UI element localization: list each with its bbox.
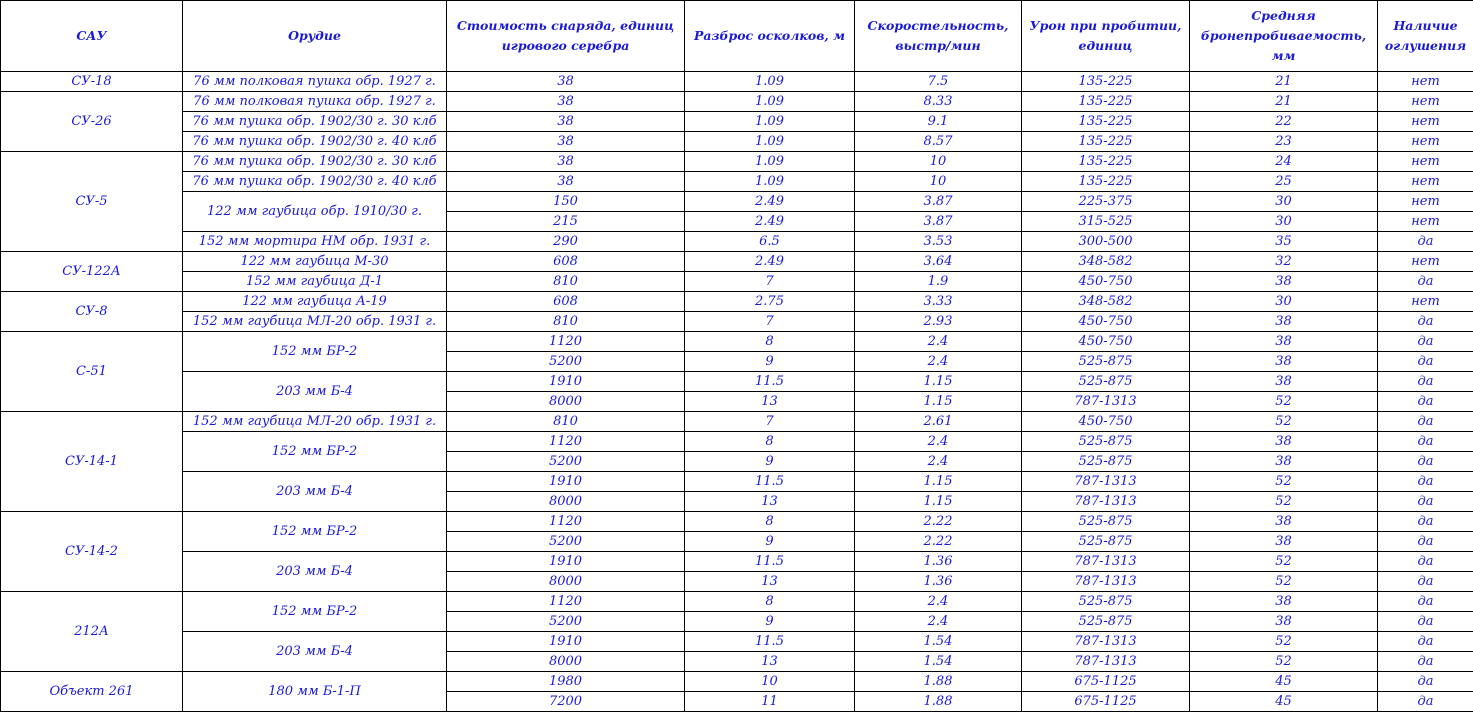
stun-cell: нет <box>1378 192 1473 212</box>
damage-cell: 225-375 <box>1022 192 1190 212</box>
stun-cell: да <box>1378 492 1473 512</box>
damage-cell: 675-1125 <box>1022 692 1190 712</box>
header-gun: Орудие <box>183 1 447 72</box>
shell-cost-cell: 215 <box>447 212 685 232</box>
stun-cell: нет <box>1378 72 1473 92</box>
penetration-cell: 23 <box>1190 132 1378 152</box>
gun-name-cell: 76 мм полковая пушка обр. 1927 г. <box>183 72 447 92</box>
rate-of-fire-cell: 2.22 <box>855 532 1022 552</box>
damage-cell: 787-1313 <box>1022 492 1190 512</box>
stun-cell: да <box>1378 272 1473 292</box>
gun-name-cell: 203 мм Б-4 <box>183 552 447 592</box>
shell-cost-cell: 1910 <box>447 632 685 652</box>
shell-cost-cell: 38 <box>447 172 685 192</box>
rate-of-fire-cell: 3.33 <box>855 292 1022 312</box>
damage-cell: 787-1313 <box>1022 572 1190 592</box>
splash-radius-cell: 11.5 <box>685 632 855 652</box>
rate-of-fire-cell: 3.64 <box>855 252 1022 272</box>
penetration-cell: 52 <box>1190 552 1378 572</box>
stun-cell: нет <box>1378 132 1473 152</box>
gun-name-cell: 203 мм Б-4 <box>183 472 447 512</box>
table-row <box>1 592 1473 612</box>
shell-cost-cell: 8000 <box>447 652 685 672</box>
stun-cell: да <box>1378 232 1473 252</box>
damage-cell: 787-1313 <box>1022 392 1190 412</box>
damage-cell: 525-875 <box>1022 592 1190 612</box>
table-row <box>1 172 1473 192</box>
stun-cell: да <box>1378 612 1473 632</box>
rate-of-fire-cell: 1.15 <box>855 472 1022 492</box>
rate-of-fire-cell: 8.57 <box>855 132 1022 152</box>
splash-radius-cell: 7 <box>685 312 855 332</box>
table-row <box>1 272 1473 292</box>
header-splash-radius: Разброс осколков, м <box>685 1 855 72</box>
penetration-cell: 38 <box>1190 532 1378 552</box>
splash-radius-cell: 1.09 <box>685 152 855 172</box>
stun-cell: да <box>1378 432 1473 452</box>
penetration-cell: 52 <box>1190 392 1378 412</box>
splash-radius-cell: 13 <box>685 652 855 672</box>
splash-radius-cell: 9 <box>685 612 855 632</box>
penetration-cell: 52 <box>1190 412 1378 432</box>
damage-cell: 450-750 <box>1022 312 1190 332</box>
table-row <box>1 632 1473 652</box>
sau-name-cell: Объект 261 <box>1 672 183 712</box>
penetration-cell: 38 <box>1190 452 1378 472</box>
gun-name-cell: 152 мм БР-2 <box>183 592 447 632</box>
shell-cost-cell: 608 <box>447 292 685 312</box>
shell-cost-cell: 7200 <box>447 692 685 712</box>
sau-name-cell: СУ-14-1 <box>1 412 183 512</box>
shell-cost-cell: 38 <box>447 112 685 132</box>
gun-name-cell: 76 мм полковая пушка обр. 1927 г. <box>183 92 447 112</box>
splash-radius-cell: 1.09 <box>685 112 855 132</box>
stun-cell: нет <box>1378 212 1473 232</box>
rate-of-fire-cell: 10 <box>855 172 1022 192</box>
header-rate-of-fire: Скоростельность, выстр/мин <box>855 1 1022 72</box>
gun-name-cell: 76 мм пушка обр. 1902/30 г. 30 клб <box>183 112 447 132</box>
penetration-cell: 30 <box>1190 212 1378 232</box>
stun-cell: да <box>1378 372 1473 392</box>
splash-radius-cell: 2.49 <box>685 192 855 212</box>
damage-cell: 135-225 <box>1022 132 1190 152</box>
damage-cell: 525-875 <box>1022 432 1190 452</box>
damage-cell: 525-875 <box>1022 612 1190 632</box>
gun-name-cell: 152 мм гаубица Д-1 <box>183 272 447 292</box>
splash-radius-cell: 6.5 <box>685 232 855 252</box>
table-row <box>1 332 1473 352</box>
splash-radius-cell: 8 <box>685 592 855 612</box>
penetration-cell: 21 <box>1190 72 1378 92</box>
damage-cell: 525-875 <box>1022 532 1190 552</box>
gun-name-cell: 76 мм пушка обр. 1902/30 г. 40 клб <box>183 132 447 152</box>
damage-cell: 135-225 <box>1022 92 1190 112</box>
penetration-cell: 38 <box>1190 432 1378 452</box>
gun-name-cell: 152 мм мортира НМ обр. 1931 г. <box>183 232 447 252</box>
shell-cost-cell: 810 <box>447 312 685 332</box>
stun-cell: да <box>1378 312 1473 332</box>
splash-radius-cell: 8 <box>685 332 855 352</box>
table-row <box>1 472 1473 492</box>
penetration-cell: 38 <box>1190 332 1378 352</box>
penetration-cell: 38 <box>1190 592 1378 612</box>
penetration-cell: 52 <box>1190 472 1378 492</box>
splash-radius-cell: 2.75 <box>685 292 855 312</box>
damage-cell: 675-1125 <box>1022 672 1190 692</box>
splash-radius-cell: 1.09 <box>685 72 855 92</box>
splash-radius-cell: 7 <box>685 272 855 292</box>
shell-cost-cell: 8000 <box>447 392 685 412</box>
sau-name-cell: СУ-26 <box>1 92 183 152</box>
rate-of-fire-cell: 2.4 <box>855 352 1022 372</box>
gun-name-cell: 203 мм Б-4 <box>183 632 447 672</box>
rate-of-fire-cell: 2.22 <box>855 512 1022 532</box>
stun-cell: да <box>1378 472 1473 492</box>
rate-of-fire-cell: 1.15 <box>855 492 1022 512</box>
stun-cell: да <box>1378 532 1473 552</box>
table-row <box>1 92 1473 112</box>
rate-of-fire-cell: 3.87 <box>855 212 1022 232</box>
shell-cost-cell: 1120 <box>447 332 685 352</box>
shell-cost-cell: 810 <box>447 272 685 292</box>
gun-name-cell: 122 мм гаубица М-30 <box>183 252 447 272</box>
shell-cost-cell: 150 <box>447 192 685 212</box>
gun-name-cell: 76 мм пушка обр. 1902/30 г. 40 клб <box>183 172 447 192</box>
rate-of-fire-cell: 1.54 <box>855 652 1022 672</box>
splash-radius-cell: 11.5 <box>685 372 855 392</box>
rate-of-fire-cell: 2.4 <box>855 332 1022 352</box>
rate-of-fire-cell: 2.4 <box>855 612 1022 632</box>
damage-cell: 315-525 <box>1022 212 1190 232</box>
table-row <box>1 192 1473 212</box>
splash-radius-cell: 9 <box>685 352 855 372</box>
header-damage: Урон при пробитии, единиц <box>1022 1 1190 72</box>
splash-radius-cell: 11.5 <box>685 472 855 492</box>
splash-radius-cell: 11 <box>685 692 855 712</box>
stun-cell: да <box>1378 452 1473 472</box>
table-row <box>1 432 1473 452</box>
stun-cell: да <box>1378 412 1473 432</box>
table-body <box>1 72 1473 712</box>
penetration-cell: 52 <box>1190 572 1378 592</box>
penetration-cell: 38 <box>1190 612 1378 632</box>
shell-cost-cell: 38 <box>447 72 685 92</box>
gun-name-cell: 122 мм гаубица обр. 1910/30 г. <box>183 192 447 232</box>
table-row <box>1 512 1473 532</box>
rate-of-fire-cell: 10 <box>855 152 1022 172</box>
table-row <box>1 72 1473 92</box>
penetration-cell: 25 <box>1190 172 1378 192</box>
table-row <box>1 672 1473 692</box>
splash-radius-cell: 11.5 <box>685 552 855 572</box>
rate-of-fire-cell: 1.9 <box>855 272 1022 292</box>
stun-cell: да <box>1378 572 1473 592</box>
sau-name-cell: 212А <box>1 592 183 672</box>
damage-cell: 300-500 <box>1022 232 1190 252</box>
shell-cost-cell: 38 <box>447 132 685 152</box>
table-row <box>1 252 1473 272</box>
penetration-cell: 38 <box>1190 272 1378 292</box>
shell-cost-cell: 5200 <box>447 532 685 552</box>
splash-radius-cell: 9 <box>685 452 855 472</box>
shell-cost-cell: 5200 <box>447 612 685 632</box>
rate-of-fire-cell: 2.61 <box>855 412 1022 432</box>
penetration-cell: 52 <box>1190 652 1378 672</box>
sau-name-cell: СУ-18 <box>1 72 183 92</box>
damage-cell: 135-225 <box>1022 152 1190 172</box>
sau-name-cell: СУ-5 <box>1 152 183 252</box>
stun-cell: нет <box>1378 152 1473 172</box>
shell-cost-cell: 810 <box>447 412 685 432</box>
rate-of-fire-cell: 1.36 <box>855 572 1022 592</box>
damage-cell: 450-750 <box>1022 272 1190 292</box>
penetration-cell: 30 <box>1190 192 1378 212</box>
damage-cell: 525-875 <box>1022 372 1190 392</box>
shell-cost-cell: 1120 <box>447 512 685 532</box>
shell-cost-cell: 8000 <box>447 492 685 512</box>
damage-cell: 787-1313 <box>1022 472 1190 492</box>
splash-radius-cell: 2.49 <box>685 252 855 272</box>
stun-cell: да <box>1378 632 1473 652</box>
rate-of-fire-cell: 2.93 <box>855 312 1022 332</box>
penetration-cell: 45 <box>1190 692 1378 712</box>
stun-cell: да <box>1378 352 1473 372</box>
damage-cell: 525-875 <box>1022 352 1190 372</box>
damage-cell: 787-1313 <box>1022 632 1190 652</box>
sau-name-cell: СУ-122А <box>1 252 183 292</box>
shell-cost-cell: 1120 <box>447 432 685 452</box>
splash-radius-cell: 13 <box>685 572 855 592</box>
header-shell-cost: Стоимость снаряда, единиц игрового серебра <box>447 1 685 72</box>
header-penetration: Средняя бронепробиваемость, мм <box>1190 1 1378 72</box>
splash-radius-cell: 9 <box>685 532 855 552</box>
rate-of-fire-cell: 8.33 <box>855 92 1022 112</box>
sau-name-cell: СУ-14-2 <box>1 512 183 592</box>
gun-name-cell: 152 мм БР-2 <box>183 432 447 472</box>
splash-radius-cell: 7 <box>685 412 855 432</box>
gun-name-cell: 203 мм Б-4 <box>183 372 447 412</box>
table-row <box>1 552 1473 572</box>
sau-name-cell: СУ-8 <box>1 292 183 332</box>
stun-cell: нет <box>1378 92 1473 112</box>
penetration-cell: 24 <box>1190 152 1378 172</box>
splash-radius-cell: 1.09 <box>685 172 855 192</box>
splash-radius-cell: 1.09 <box>685 92 855 112</box>
table-row <box>1 412 1473 432</box>
gun-name-cell: 152 мм гаубица МЛ-20 обр. 1931 г. <box>183 312 447 332</box>
shell-cost-cell: 5200 <box>447 352 685 372</box>
damage-cell: 135-225 <box>1022 112 1190 132</box>
header-stun: Наличие оглушения <box>1378 1 1473 72</box>
table-row <box>1 312 1473 332</box>
shell-cost-cell: 1980 <box>447 672 685 692</box>
rate-of-fire-cell: 1.15 <box>855 372 1022 392</box>
rate-of-fire-cell: 1.54 <box>855 632 1022 652</box>
shell-cost-cell: 290 <box>447 232 685 252</box>
penetration-cell: 21 <box>1190 92 1378 112</box>
penetration-cell: 30 <box>1190 292 1378 312</box>
sau-name-cell: С-51 <box>1 332 183 412</box>
stun-cell: да <box>1378 512 1473 532</box>
damage-cell: 450-750 <box>1022 332 1190 352</box>
rate-of-fire-cell: 1.88 <box>855 692 1022 712</box>
damage-cell: 348-582 <box>1022 292 1190 312</box>
penetration-cell: 38 <box>1190 372 1378 392</box>
rate-of-fire-cell: 1.15 <box>855 392 1022 412</box>
table-row <box>1 372 1473 392</box>
penetration-cell: 45 <box>1190 672 1378 692</box>
stun-cell: нет <box>1378 292 1473 312</box>
table-row <box>1 232 1473 252</box>
shell-cost-cell: 1120 <box>447 592 685 612</box>
header-row <box>1 1 1473 72</box>
shell-cost-cell: 5200 <box>447 452 685 472</box>
penetration-cell: 32 <box>1190 252 1378 272</box>
rate-of-fire-cell: 2.4 <box>855 432 1022 452</box>
penetration-cell: 38 <box>1190 512 1378 532</box>
penetration-cell: 38 <box>1190 312 1378 332</box>
splash-radius-cell: 8 <box>685 512 855 532</box>
table-row <box>1 132 1473 152</box>
shell-cost-cell: 608 <box>447 252 685 272</box>
stun-cell: нет <box>1378 252 1473 272</box>
penetration-cell: 22 <box>1190 112 1378 132</box>
shell-cost-cell: 38 <box>447 92 685 112</box>
stun-cell: да <box>1378 652 1473 672</box>
splash-radius-cell: 8 <box>685 432 855 452</box>
rate-of-fire-cell: 9.1 <box>855 112 1022 132</box>
rate-of-fire-cell: 2.4 <box>855 592 1022 612</box>
table-row <box>1 112 1473 132</box>
rate-of-fire-cell: 3.87 <box>855 192 1022 212</box>
damage-cell: 787-1313 <box>1022 552 1190 572</box>
stun-cell: да <box>1378 672 1473 692</box>
splash-radius-cell: 2.49 <box>685 212 855 232</box>
rate-of-fire-cell: 1.36 <box>855 552 1022 572</box>
splash-radius-cell: 10 <box>685 672 855 692</box>
rate-of-fire-cell: 1.88 <box>855 672 1022 692</box>
shell-cost-cell: 1910 <box>447 552 685 572</box>
damage-cell: 348-582 <box>1022 252 1190 272</box>
header-sau: САУ <box>1 1 183 72</box>
stun-cell: да <box>1378 332 1473 352</box>
splash-radius-cell: 13 <box>685 392 855 412</box>
splash-radius-cell: 1.09 <box>685 132 855 152</box>
gun-name-cell: 180 мм Б-1-П <box>183 672 447 712</box>
damage-cell: 525-875 <box>1022 452 1190 472</box>
rate-of-fire-cell: 7.5 <box>855 72 1022 92</box>
rate-of-fire-cell: 2.4 <box>855 452 1022 472</box>
shell-cost-cell: 8000 <box>447 572 685 592</box>
shell-cost-cell: 38 <box>447 152 685 172</box>
table-row <box>1 152 1473 172</box>
gun-name-cell: 152 мм БР-2 <box>183 512 447 552</box>
gun-name-cell: 152 мм БР-2 <box>183 332 447 372</box>
shell-cost-cell: 1910 <box>447 372 685 392</box>
damage-cell: 525-875 <box>1022 512 1190 532</box>
table-header <box>1 1 1473 72</box>
penetration-cell: 52 <box>1190 492 1378 512</box>
stun-cell: да <box>1378 392 1473 412</box>
rate-of-fire-cell: 3.53 <box>855 232 1022 252</box>
shell-cost-cell: 1910 <box>447 472 685 492</box>
stun-cell: да <box>1378 692 1473 712</box>
damage-cell: 135-225 <box>1022 72 1190 92</box>
gun-name-cell: 152 мм гаубица МЛ-20 обр. 1931 г. <box>183 412 447 432</box>
gun-name-cell: 76 мм пушка обр. 1902/30 г. 30 клб <box>183 152 447 172</box>
gun-name-cell: 122 мм гаубица А-19 <box>183 292 447 312</box>
penetration-cell: 38 <box>1190 352 1378 372</box>
stun-cell: нет <box>1378 172 1473 192</box>
damage-cell: 135-225 <box>1022 172 1190 192</box>
stun-cell: нет <box>1378 112 1473 132</box>
stun-cell: да <box>1378 592 1473 612</box>
splash-radius-cell: 13 <box>685 492 855 512</box>
penetration-cell: 52 <box>1190 632 1378 652</box>
penetration-cell: 35 <box>1190 232 1378 252</box>
damage-cell: 450-750 <box>1022 412 1190 432</box>
stun-cell: да <box>1378 552 1473 572</box>
damage-cell: 787-1313 <box>1022 652 1190 672</box>
table-row <box>1 292 1473 312</box>
